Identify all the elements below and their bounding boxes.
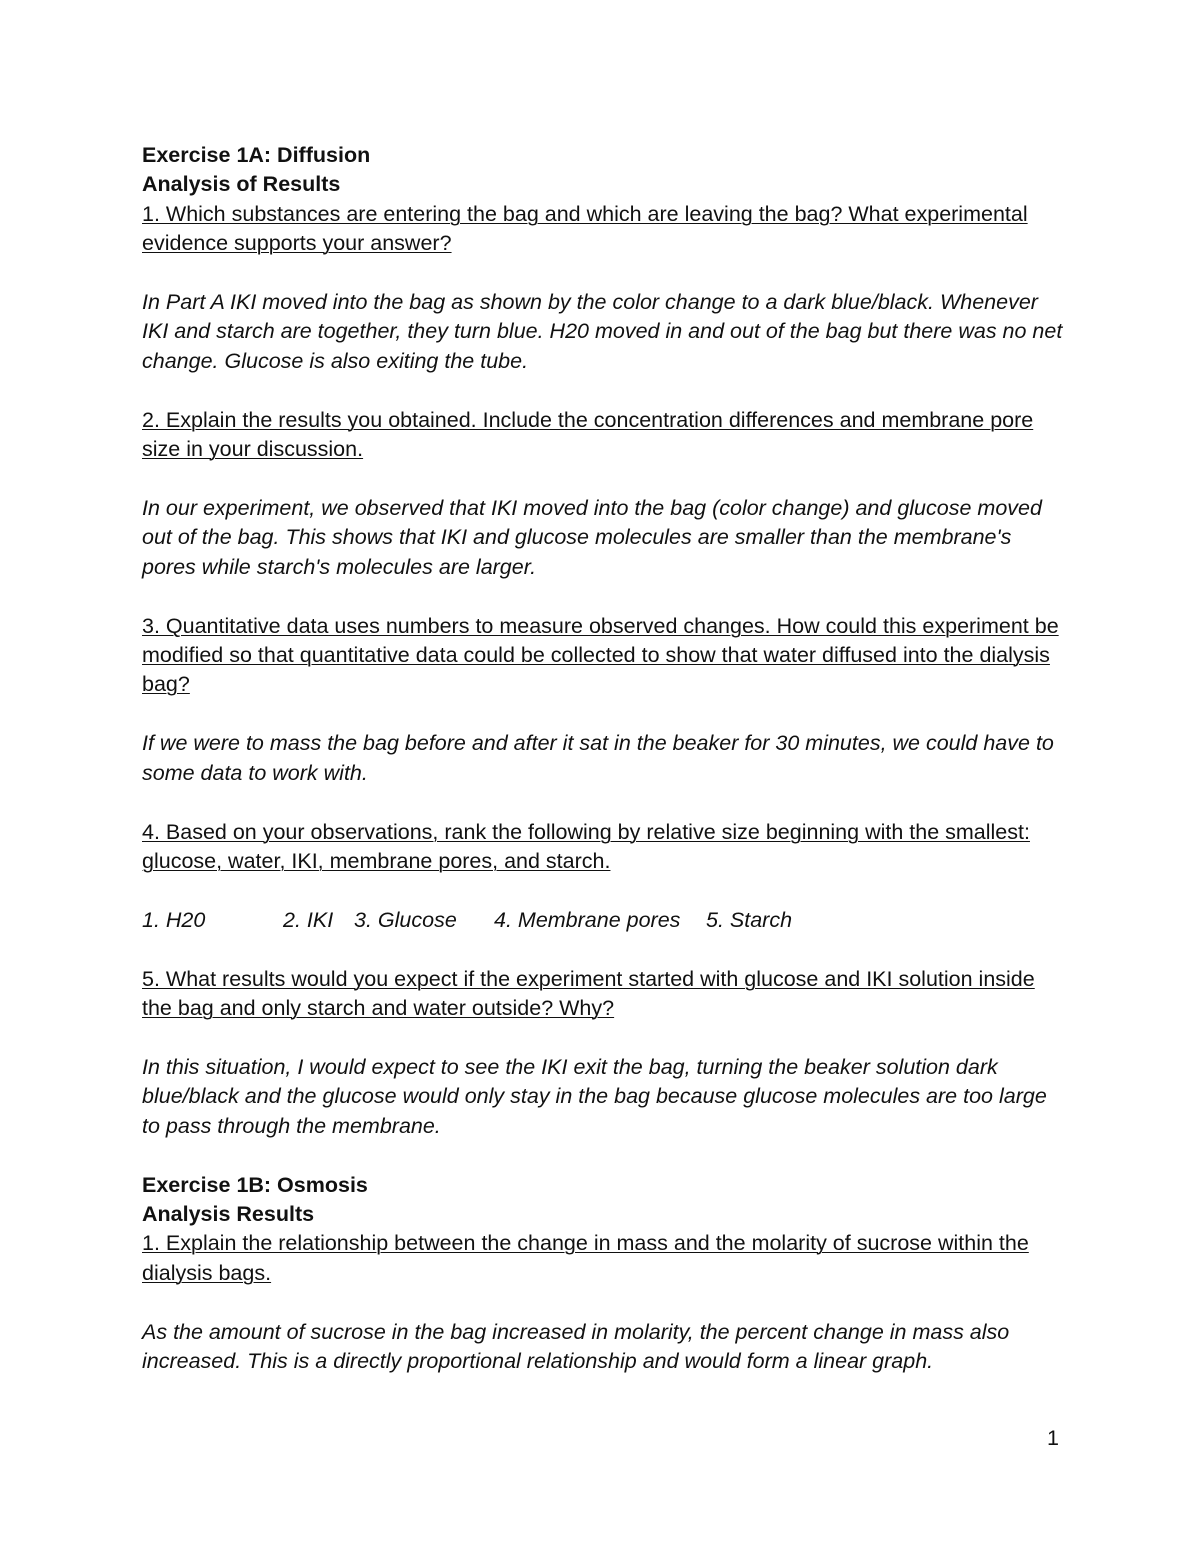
exercise-1a-heading: Exercise 1A: Diffusion	[142, 143, 371, 167]
answer-3-line-2: some data to work with.	[142, 761, 368, 785]
answer-2-line-3: pores while starch's molecules are larger.	[142, 555, 537, 579]
answer-2-line-1: In our experiment, we observed that IKI moved into the bag (color change) and glucose moved	[142, 496, 1042, 520]
question-3-line-2: modified so that quantitative data could be collected to show that water diffused into the dialysis	[142, 643, 1050, 667]
answer-5-line-2: blue/black and the glucose would only stay in the bag because glucose molecules are too large	[142, 1084, 1047, 1108]
rank-item: 1. H20	[142, 908, 206, 932]
exercise-1b-subheading: Analysis Results	[142, 1202, 315, 1226]
question-1-line-1: 1. Which substances are entering the bag and which are leaving the bag? What experimental	[142, 202, 1028, 226]
answer-5-line-1: In this situation, I would expect to see the IKI exit the bag, turning the beaker solution dark	[142, 1055, 998, 1079]
exercise-1b-heading: Exercise 1B: Osmosis	[142, 1173, 368, 1197]
question-1b-1-line-2: dialysis bags.	[142, 1261, 272, 1285]
page-number: 1	[1047, 1426, 1059, 1450]
answer-1-line-1: In Part A IKI moved into the bag as shown by the color change to a dark blue/black. Whenever	[142, 290, 1038, 314]
rank-item: 5. Starch	[706, 908, 793, 932]
question-1b-1-line-1: 1. Explain the relationship between the change in mass and the molarity of sucrose within the	[142, 1231, 1029, 1255]
answer-1-line-3: change. Glucose is also exiting the tube.	[142, 349, 529, 373]
question-3-line-3: bag?	[142, 672, 190, 696]
question-4-line-2: glucose, water, IKI, membrane pores, and starch.	[142, 849, 611, 873]
rank-item: 2. IKI	[283, 908, 334, 932]
question-3-line-1: 3. Quantitative data uses numbers to measure observed changes. How could this experiment be	[142, 614, 1059, 638]
answer-2-line-2: out of the bag. This shows that IKI and glucose molecules are smaller than the membrane's	[142, 525, 1012, 549]
question-4-line-1: 4. Based on your observations, rank the following by relative size beginning with the smallest:	[142, 820, 1030, 844]
question-5-line-2: the bag and only starch and water outside? Why?	[142, 996, 615, 1020]
answer-1b-1-line-2: increased. This is a directly proportional relationship and would form a linear graph.	[142, 1349, 934, 1373]
question-2-line-2: size in your discussion.	[142, 437, 364, 461]
rank-item: 4. Membrane pores	[494, 908, 681, 932]
question-1-line-2: evidence supports your answer?	[142, 231, 452, 255]
rank-item: 3. Glucose	[354, 908, 457, 932]
answer-1b-1-line-1: As the amount of sucrose in the bag increased in molarity, the percent change in mass also	[142, 1320, 1010, 1344]
answer-3-line-1: If we were to mass the bag before and after it sat in the beaker for 30 minutes, we could have to	[142, 731, 1054, 755]
question-2-line-1: 2. Explain the results you obtained. Include the concentration differences and membrane pore	[142, 408, 1034, 432]
question-5-line-1: 5. What results would you expect if the experiment started with glucose and IKI solution inside	[142, 967, 1035, 991]
answer-5-line-3: to pass through the membrane.	[142, 1114, 441, 1138]
size-ranking	[142, 906, 842, 936]
answer-1-line-2: IKI and starch are together, they turn blue. H20 moved in and out of the bag but there was no net	[142, 319, 1063, 343]
exercise-1a-subheading: Analysis of Results	[142, 172, 341, 196]
